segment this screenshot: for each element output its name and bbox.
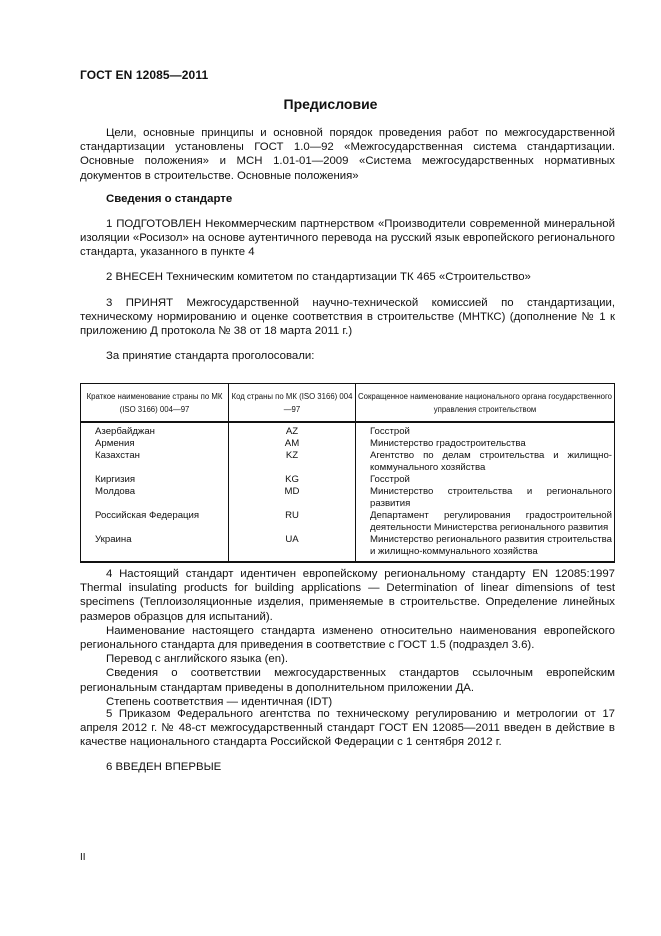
country-code: KG: [229, 474, 356, 486]
item-2-submitted: 2 ВНЕСЕН Техническим комитетом по стандартизации ТК 465 «Строительство»: [106, 271, 531, 283]
column-header-country: Краткое наименование страны по МК (ISO 3166) 004—97: [81, 384, 229, 423]
page-number: II: [80, 852, 86, 863]
item-4-identical: 4 Настоящий стандарт идентичен европейскому региональному стандарту EN 12085:1997 Thermal insulating products for building applications — Determination of linear dimensions of test specimens (Теплоизоляционные изделия, применяемые в строительстве. Определение линейных размеров образцов для испытаний).: [80, 568, 615, 623]
country-name: Российская Федерация: [81, 510, 229, 534]
table-row: [81, 438, 615, 450]
item-6-first-introduced: 6 ВВЕДЕН ВПЕРВЫЕ: [106, 761, 222, 773]
country-code: UA: [229, 534, 356, 562]
table-row: [81, 534, 615, 562]
item-3-adopted: 3 ПРИНЯТ Межгосударственной научно-технической комиссией по стандартизации, техническому нормированию и оценке соответствия в строительстве (МНТКС) (дополнение № 1 к приложению Д протокола № 38 от 18 марта 2011 г.): [80, 297, 615, 338]
document-header-id: ГОСТ EN 12085—2011: [80, 68, 209, 82]
national-body: Госстрой: [356, 474, 615, 486]
table-row: [81, 474, 615, 486]
country-code: MD: [229, 486, 356, 510]
table-row: [81, 450, 615, 474]
country-code: AM: [229, 438, 356, 450]
item-4-degree: Степень соответствия — идентичная (IDT): [106, 695, 333, 708]
national-body: Департамент регулирования градостроительной деятельности Министерства регионального развития: [356, 510, 615, 534]
national-body: Министерство регионального развития строительства и жилищно-коммунального хозяйства: [356, 534, 615, 562]
national-body: Министерство строительства и регионального развития: [356, 486, 615, 510]
national-body: Министерство градостроительства: [356, 438, 615, 450]
item-4-name-change: Наименование настоящего стандарта изменено относительно наименования европейского регионального стандарта для приведения в соответствие с ГОСТ 1.5 (подраздел 3.6).: [80, 624, 615, 652]
country-name: Украина: [81, 534, 229, 562]
country-code: RU: [229, 510, 356, 534]
column-header-code: Код страны по МК (ISO 3166) 004—97: [229, 384, 356, 423]
section-heading: Сведения о стандарте: [106, 193, 233, 205]
voted-label: За принятие стандарта проголосовали:: [106, 350, 315, 362]
item-4-references: Сведения о соответствии межгосударственных стандартов ссылочным европейским региональным стандартам приведены в дополнительном приложении ДА.: [80, 667, 615, 694]
country-code: KZ: [229, 450, 356, 474]
table-header-row: [81, 384, 615, 423]
country-name: Казахстан: [81, 450, 229, 474]
voting-countries-table: [80, 383, 615, 563]
item-4-block: [80, 567, 615, 709]
intro-paragraph: Цели, основные принципы и основной порядок проведения работ по межгосударственной стандартизации установлены ГОСТ 1.0—92 «Межгосударственная система стандартизации. Основные положения» и МСН 1.01-01—2009 «Система межгосударственных нормативных документов в строительстве. Основные положения»: [80, 127, 615, 182]
table-row: [81, 422, 615, 438]
table-row: [81, 486, 615, 510]
item-5-enacted: 5 Приказом Федерального агентства по техническому регулированию и метрологии от 17 апреля 2012 г. № 48-ст межгосударственный стандарт ГОСТ EN 12085—2011 введен в действие в качестве национального стандарта Российской Федерации с 1 сентября 2012 г.: [80, 708, 615, 749]
national-body: Госстрой: [356, 422, 615, 438]
national-body: Агентство по делам строительства и жилищно-коммунального хозяйства: [356, 450, 615, 474]
country-code: AZ: [229, 422, 356, 438]
country-name: Азербайджан: [81, 422, 229, 438]
column-header-body: Сокращенное наименование национального органа государственного управления строительством: [356, 384, 615, 423]
country-name: Молдова: [81, 486, 229, 510]
item-4-translation: Перевод с английского языка (en).: [106, 653, 289, 666]
item-1-prepared: 1 ПОДГОТОВЛЕН Некоммерческим партнерством «Производители современной минеральной изоляции «Росизол» на основе аутентичного перевода на русский язык европейского регионального стандарта, указанного в пункте 4: [80, 218, 615, 259]
country-name: Армения: [81, 438, 229, 450]
page-title: Предисловие: [283, 96, 378, 112]
table-row: [81, 510, 615, 534]
country-name: Киргизия: [81, 474, 229, 486]
